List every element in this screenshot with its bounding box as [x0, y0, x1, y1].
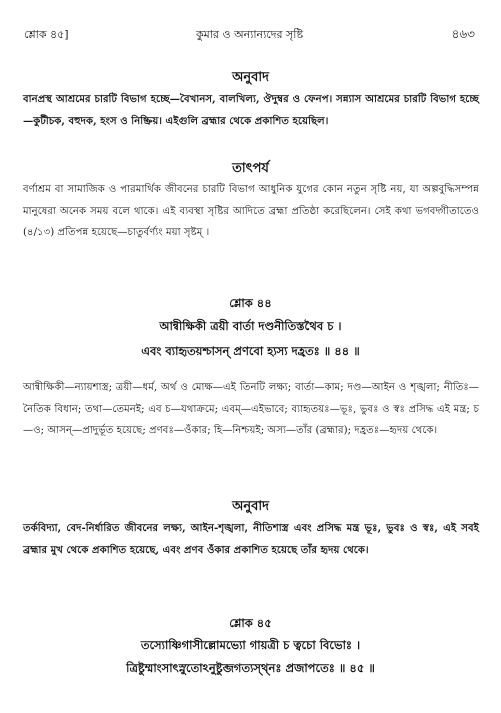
page-header — [24, 26, 475, 44]
verse-44-line-2: এবং ব্যাহৃতয়শ্চাসন্ প্রণবো হ্যস্য দহ্রতঃ ॥ ৪৪ ॥ — [141, 344, 360, 358]
translation-heading: অনুবাদ — [232, 70, 269, 85]
page-number: ৪৬৩ — [451, 27, 475, 41]
purport-text: বর্ণাশ্রম বা সামাজিক ও পারমার্থিক জীবনের চারটি বিভাগ আধুনিক যুগের কোন নতুন সৃষ্টি নয়, যা অল্পবুদ্ধিসম্পন্ন মানুষেরা অনেক সময় বলে থাকে। এই ব্যবস্থা সৃষ্টির আদিতে ব্রহ্মা প্রতিষ্ঠা করেছিলেন। সেই কথা ভগবদ্গীতাতেও (৪/১৩) প্রতিপন্ন হয়েছে—চাতুর্বর্ণ্যং ময়া সৃষ্টম্ । — [23, 184, 479, 238]
verse-45-line-2: ত্রিষ্টুম্মাংসাৎস্নুতোঽনুষ্টুব্জগত্যস্থ্নঃ প্রজাপতেঃ ॥ ৪৫ ॥ — [126, 661, 375, 675]
header-chapter-title: কুমার ও অন্যান্যদের সৃষ্টি — [195, 28, 304, 41]
verse-45-title: শ্লোক ৪৫ — [229, 616, 272, 630]
purport-heading: তাৎপর্য — [232, 161, 269, 176]
verse-44-line-1: আন্বীক্ষিকী ত্রয়ী বার্তা দণ্ডনীতিস্তথৈব চ । — [159, 319, 342, 333]
synonyms-44-text: আন্বীক্ষিকী—ন্যায়শাস্ত্র; ত্রয়ী—ধর্ম, অর্থ ও মোক্ষ—এই তিনটি লক্ষ্য; বার্তা—কাম; দণ্ড—আইন ও শৃঙ্খলা; নীতিঃ—নৈতিক বিধান; তথা—তেমনই; এব চ—যথাক্রমে; এবম্—এইভাবে; ব্যাহৃতয়ঃ—ভূঃ, ভুবঃ ও স্বঃ প্রসিদ্ধ এই মন্ত্র; চ—ও; আসন্—প্রাদুর্ভূত হয়েছে; প্রণবঃ—ওঁকার; হি—নিশ্চয়ই; অস্য—তাঁর (ব্রহ্মার); দহ্রতঃ—হৃদয় থেকে। — [23, 382, 479, 436]
translation-44-text: তর্কবিদ্যা, বেদ-নির্ধারিত জীবনের লক্ষ্য, আইন-শৃঙ্খলা, নীতিশাস্ত্র এবং প্রসিদ্ধ মন্ত্র ভূঃ, ভুবঃ ও স্বঃ, এই সবই ব্রহ্মার মুখ থেকে প্রকাশিত হয়েছে, এবং প্রণব ওঁকার প্রকাশিত হয়েছে তাঁর হৃদয় থেকে। — [23, 522, 479, 556]
verse-45-line-1: তস্যোষ্ণিগাসীল্লোমভ্যো গায়ত্রী চ ত্বচো বিভোঃ । — [140, 638, 361, 652]
translation-text: বানপ্রস্থ আশ্রমের চারটি বিভাগ হচ্ছে—বৈখানস, বালখিল্য, ঔদুম্বর ও ফেনপ। সন্ন্যাস আশ্রমের চারটি বিভাগ হচ্ছে—কুটীচক, বহুদক, হংস ও নিষ্ক্রিয়। এইগুলি ব্রহ্মার থেকে প্রকাশিত হয়েছিল। — [23, 93, 479, 127]
header-verse-ref: শ্লোক ৪৫] — [24, 28, 69, 41]
verse-44-title: শ্লোক ৪৪ — [229, 296, 272, 310]
translation-44-heading: অনুবাদ — [232, 499, 269, 514]
